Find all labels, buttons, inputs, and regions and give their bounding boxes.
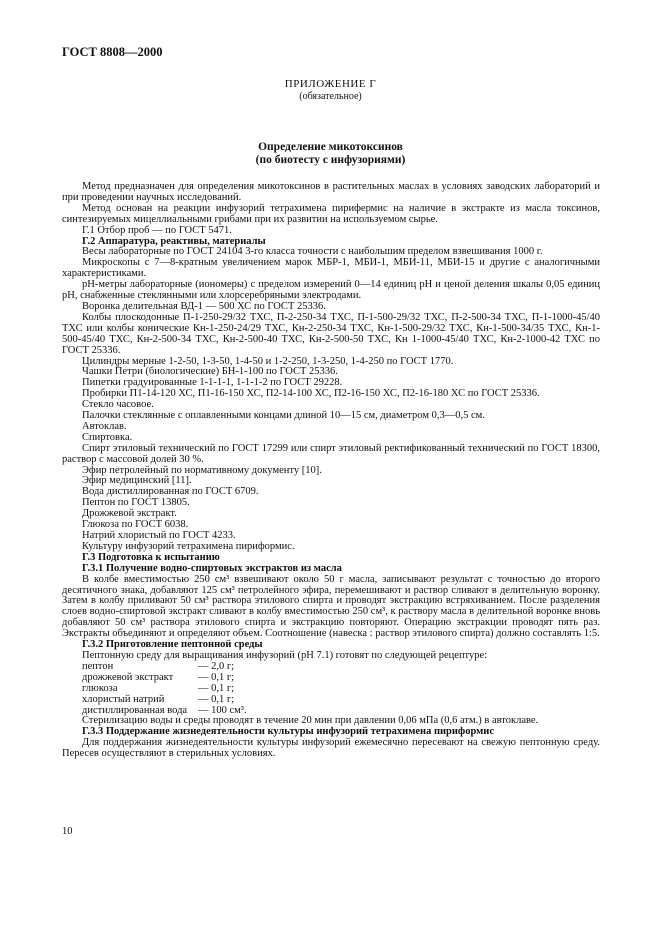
paragraph: Пипетки градуированные 1-1-1-1, 1-1-1-2 по ГОСТ 29228. [82, 377, 343, 389]
section-heading: Г.2 Аппаратура, реактивы, материалы [82, 235, 266, 247]
paragraph: Микроскопы с 7—8-кратным увеличением марок МБР-1, МБИ-1, МБИ-11, МБИ-15 и другие с аналогичными характеристиками. [62, 257, 600, 280]
recipe-table [62, 662, 600, 717]
section-heading: Г.3 Подготовка к испытанию [82, 551, 220, 563]
document-body [62, 182, 600, 760]
paragraph: Цилиндры мерные 1-2-50, 1-3-50, 1-4-50 и 1-2-250, 1-3-250, 1-4-250 по ГОСТ 1770. [82, 355, 454, 367]
paragraph: Спирт этиловый технический по ГОСТ 17299 или спирт этиловый ректификованный технический по ГОСТ 18300, раствор с массовой долей 30 %. [62, 442, 600, 465]
paragraph: Глюкоза по ГОСТ 6038. [82, 519, 189, 531]
recipe-amount: — 0,1 г; [198, 671, 235, 683]
paragraph: Автоклав. [82, 420, 127, 432]
recipe-ingredient: пептон [82, 660, 114, 672]
paragraph: Дрожжевой экстракт. [82, 508, 177, 520]
paragraph: Культуру инфузорий тетрахимена пириформис. [82, 540, 295, 552]
recipe-amount: — 2,0 г; [198, 660, 235, 672]
paragraph: Пептон по ГОСТ 13805. [82, 497, 190, 509]
recipe-ingredient: дрожжевой экстракт [82, 671, 174, 683]
appendix-heading [0, 78, 661, 103]
paragraph: Воронка делительная ВД-1 — 500 ХС по ГОСТ 25336. [82, 300, 326, 312]
recipe-amount: — 0,1 г; [198, 682, 235, 694]
paragraph: Палочки стеклянные с оплавленными концами длиной 10—15 см, диаметром 0,3—0,5 см. [82, 410, 485, 422]
recipe-ingredient: глюкоза [82, 682, 118, 694]
paragraph: Для поддержания жизнедеятельности культуры инфузорий ежемесячно пересевают на свежую пептонную среду. Пересев осуществляют в стерильных условиях. [62, 737, 600, 760]
paragraph: Эфир медицинский [11]. [82, 475, 192, 487]
document-header: ГОСТ 8808—2000 [62, 45, 163, 59]
paragraph: Чашки Петри (биологические) БН-1-100 по ГОСТ 25336. [82, 366, 338, 378]
page-number: 10 [62, 826, 73, 837]
section-heading: Г.3.2 Приготовление пептонной среды [82, 639, 263, 651]
recipe-amount: — 0,1 г; [198, 693, 235, 705]
recipe-amount: — 100 см³. [198, 704, 247, 716]
recipe-ingredient: хлористый натрий [82, 693, 165, 705]
paragraph: Стекло часовое. [82, 399, 154, 411]
paragraph: Стерилизацию воды и среды проводят в течение 20 мин при давлении 0,06 мПа (0,6 атм.) в автоклаве. [82, 715, 539, 727]
paragraph: Весы лабораторные по ГОСТ 24104 3-го класса точности с наибольшим пределом взвешивания 1000 г. [82, 246, 543, 258]
paragraph: Г.1 Отбор проб — по ГОСТ 5471. [82, 224, 232, 236]
paragraph: В колбе вместимостью 250 см³ взвешивают около 50 г масла, записывают результат с точностью до второго десятичного знака, добавляют 125 см³ петролейного эфира, перемешивают и раствор сливают в делительную воронку. Затем в колбу приливают 50 см³ раствора этилового спирта и проводят экстракцию встряхиванием. После разделения слоев водно-спиртовой экстракт сливают в колбу вместимостью 250 см³, к раствору масла в делительной воронке вновь добавляют 50 см³ раствора этилового спирта и экстракцию повторяют. Операцию экстракции проводят пять раз. Экстракты объединяют и определяют объем. Соотношение (навеска : раствор этилового спирта) должно составлять 1:5. [62, 573, 600, 640]
paragraph: Пептонную среду для выращивания инфузорий (рН 7.1) готовят по следующей рецептуре: [82, 649, 488, 661]
title-line-1: Определение микотоксинов [258, 141, 403, 153]
section-title [0, 141, 661, 166]
paragraph: Метод основан на реакции инфузорий тетрахимена пирифермис на наличие в экстракте из масла токсинов, синтезируемых мицеллиальными грибами при их развитии на используемом сырье. [62, 202, 600, 225]
paragraph: Вода дистиллированная по ГОСТ 6709. [82, 486, 259, 498]
section-heading: Г.3.1 Получение водно-спиртовых экстрактов из масла [82, 562, 342, 574]
paragraph: Колбы плоскодонные П-1-250-29/32 ТХС, П-2-250-34 ТХС, П-1-500-29/32 ТХС, П-2-500-34 ТХС, П-1-1000-45/40 ТХС или колбы конические Кн-1-250-24/29 ТХС, Кн-2-250-34 ТХС, Кн-1-500-29/32 ТХС, Кн-1-500-34/35 ТХС, Кн-1-500-45/40 ТХС, Кн-2-500-34 ТХС, Кн-2-500-40 ТХС, Кн-2-500-50 ТХС, Кн 1-1000-45/40 ТХС, Кн-2-1000-42 ТХС по ГОСТ 25336. [62, 311, 600, 356]
paragraph: Эфир петролейный по нормативному документу [10]. [82, 464, 322, 476]
title-line-2: (по биотесту с инфузориями) [255, 153, 406, 166]
section-heading: Г.3.3 Поддержание жизнедеятельности культуры инфузорий тетрахимена пириформис [82, 726, 494, 738]
paragraph: рН-метры лабораторные (иономеры) с пределом измерений 0—14 единиц рН и ценой деления шкалы 0,05 единиц рН, снабженные стеклянными или хлорсеребряными электродами. [62, 279, 600, 302]
recipe-ingredient: дистиллированная вода [82, 704, 188, 716]
appendix-label: ПРИЛОЖЕНИЕ Г [284, 78, 377, 90]
paragraph: Натрий хлористый по ГОСТ 4233. [82, 530, 236, 541]
paragraph: Пробирки П1-14-120 ХС, П1-16-150 ХС, П2-14-100 ХС, П2-16-150 ХС, П2-16-180 ХС по ГОСТ 25336. [82, 388, 540, 400]
paragraph: Метод предназначен для определения микотоксинов в растительных маслах в условиях заводских лабораторий и при проведении научных исследований. [62, 181, 600, 203]
appendix-status: (обязательное) [299, 91, 362, 102]
paragraph: Спиртовка. [82, 431, 133, 443]
